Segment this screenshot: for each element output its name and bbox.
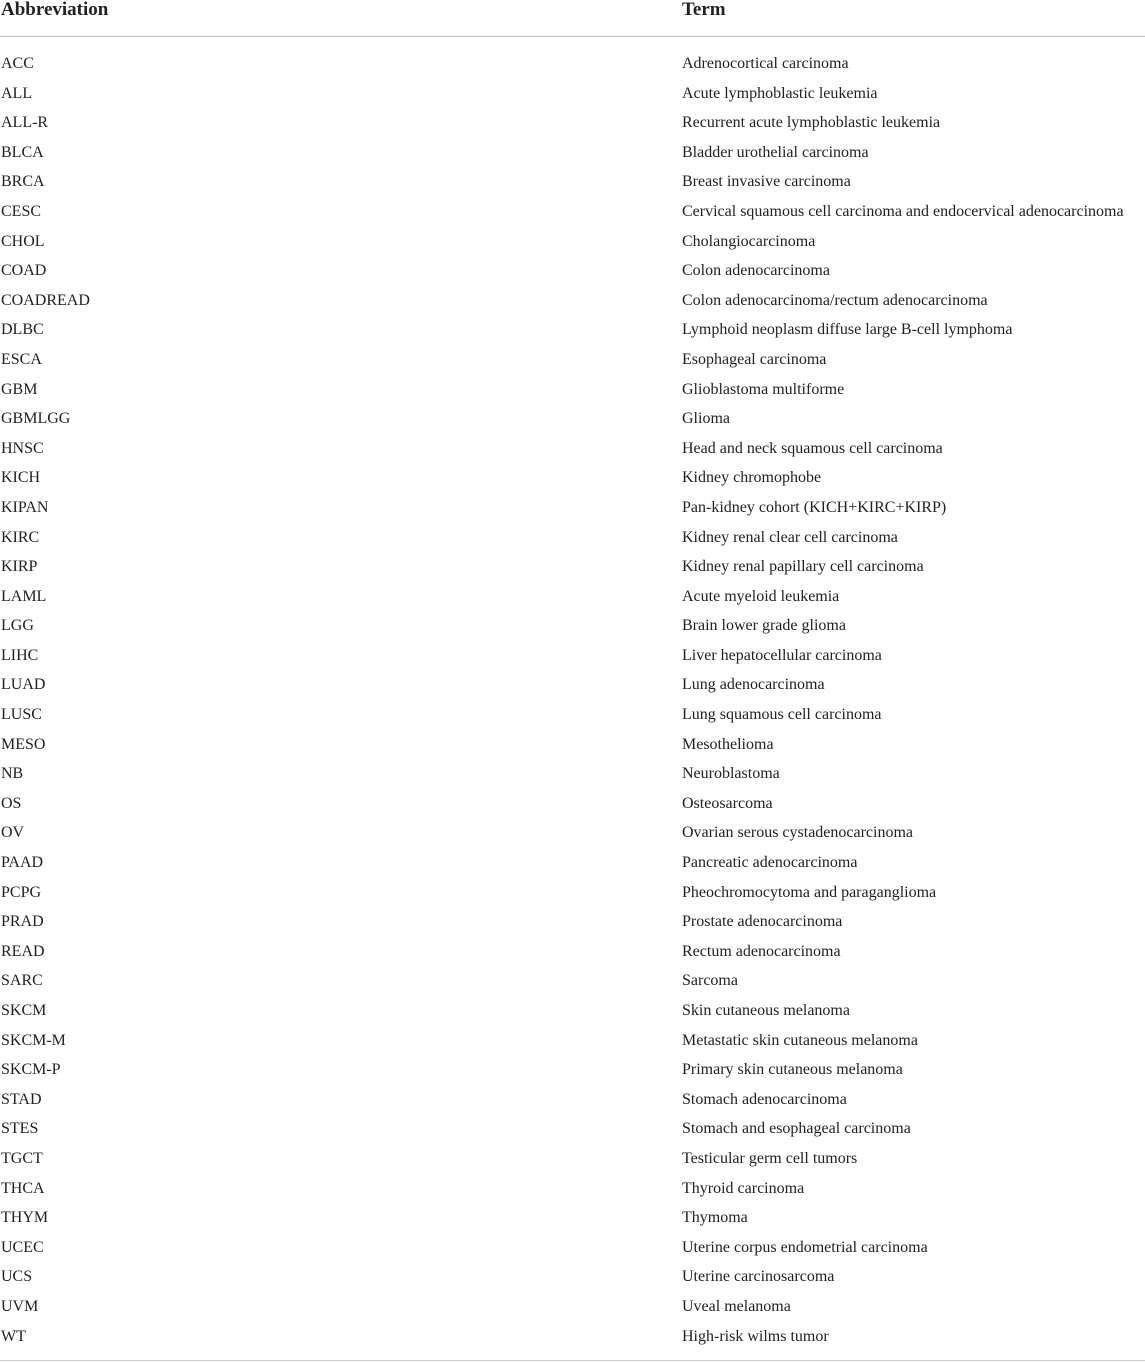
table-row [0,404,1145,434]
cell-term: Kidney renal clear cell carcinoma [682,528,898,546]
cell-abbreviation: MESO [1,735,46,753]
cell-term: Stomach adenocarcinoma [682,1090,847,1108]
cell-abbreviation: UCEC [1,1238,44,1256]
cell-term: Adrenocortical carcinoma [682,55,849,72]
table-row [0,167,1145,197]
cell-term: Pancreatic adenocarcinoma [682,854,858,872]
table-row [0,315,1145,345]
table-row [0,789,1145,819]
table-row [0,1292,1145,1322]
cell-abbreviation: STES [1,1120,39,1138]
table-row [0,286,1145,316]
cell-abbreviation: ESCA [1,350,42,368]
cell-term: Uveal melanoma [682,1297,791,1315]
cell-abbreviation: SKCM-M [1,1031,66,1049]
header-abbreviation: Abbreviation [1,0,109,20]
cell-abbreviation: PRAD [1,913,44,931]
table-row [0,138,1145,168]
cell-term: Glioblastoma multiforme [682,380,845,398]
cell-term: Esophageal carcinoma [682,350,827,368]
cell-abbreviation: SKCM-P [1,1061,61,1079]
cell-term: Lung squamous cell carcinoma [682,706,882,724]
cell-abbreviation: SARC [1,972,43,990]
table-row [0,79,1145,109]
table-row [0,1055,1145,1085]
table-row [0,227,1145,257]
table-row [0,582,1145,612]
cell-term: Recurrent acute lymphoblastic leukemia [682,114,941,132]
table-row [0,1026,1145,1056]
table-row [0,375,1145,405]
cell-term: Neuroblastoma [682,765,780,783]
bottom-rule [0,1360,1145,1361]
cell-term: Uterine corpus endometrial carcinoma [682,1238,928,1256]
table-row [0,552,1145,582]
table-row [0,345,1145,375]
table-row [0,818,1145,848]
cell-abbreviation: KIPAN [1,498,49,516]
table-row [0,434,1145,464]
cell-term: Acute myeloid leukemia [682,587,840,605]
cell-abbreviation: KIRC [1,528,40,546]
table-row [0,1322,1145,1352]
cell-abbreviation: LUAD [1,676,46,694]
cell-abbreviation: WT [1,1327,26,1345]
cell-abbreviation: KICH [1,469,41,487]
cell-term: Cervical squamous cell carcinoma and endocervical adenocarcinoma [682,202,1124,220]
cell-abbreviation: BLCA [1,143,44,161]
cell-term: Head and neck squamous cell carcinoma [682,439,943,457]
header-term: Term [682,0,726,20]
cell-term: Pan-kidney cohort (KICH+KIRC+KIRP) [682,498,947,516]
cell-abbreviation: OS [1,794,22,812]
cell-term: Stomach and esophageal carcinoma [682,1120,911,1138]
cell-abbreviation: LGG [1,617,34,635]
cell-abbreviation: COADREAD [1,291,90,309]
cell-term: Kidney chromophobe [682,469,822,487]
cell-term: Prostate adenocarcinoma [682,913,843,931]
cell-term: Pheochromocytoma and paraganglioma [682,883,937,901]
table-row [0,493,1145,523]
cell-term: Acute lymphoblastic leukemia [682,84,878,102]
cell-abbreviation: STAD [1,1090,42,1108]
table-row [0,1144,1145,1174]
cell-term: Lung adenocarcinoma [682,676,825,694]
cell-abbreviation: CESC [1,202,42,220]
cell-abbreviation: LIHC [1,646,39,664]
cell-abbreviation: UVM [1,1297,39,1315]
cell-abbreviation: ACC [1,55,34,72]
cell-abbreviation: PCPG [1,883,42,901]
cell-abbreviation: KIRP [1,558,38,576]
table-row [0,907,1145,937]
table-row [0,1262,1145,1292]
cell-abbreviation: CHOL [1,232,45,250]
cell-abbreviation: ALL-R [1,114,49,132]
cell-term: High-risk wilms tumor [682,1327,829,1345]
cell-term: Sarcoma [682,972,738,990]
table-row [0,463,1145,493]
cell-abbreviation: SKCM [1,1002,47,1019]
cell-abbreviation: NB [1,765,24,783]
cell-term: Skin cutaneous melanoma [682,1002,850,1019]
cell-term: Liver hepatocellular carcinoma [682,646,882,664]
table-row [0,1085,1145,1115]
cell-abbreviation: READ [1,942,45,960]
table-row [0,1233,1145,1263]
table-row [0,256,1145,286]
cell-term: Primary skin cutaneous melanoma [682,1061,903,1079]
table-row [0,197,1145,227]
cell-abbreviation: HNSC [1,439,44,457]
cell-abbreviation: TGCT [1,1149,43,1167]
cell-term: Colon adenocarcinoma/rectum adenocarcinoma [682,291,988,309]
table-row [0,700,1145,730]
table-row [0,641,1145,671]
table-row [0,1114,1145,1144]
cell-term: Breast invasive carcinoma [682,173,851,191]
table-row [0,611,1145,641]
cell-term: Rectum adenocarcinoma [682,942,841,960]
cell-term: Kidney renal papillary cell carcinoma [682,558,924,576]
cell-term: Mesothelioma [682,735,774,753]
cell-abbreviation: UCS [1,1268,33,1286]
table-row [0,523,1145,553]
cell-term: Glioma [682,410,730,428]
cell-term: Testicular germ cell tumors [682,1149,858,1167]
table-row [0,966,1145,996]
table-row [0,49,1145,79]
cell-term: Osteosarcoma [682,794,773,812]
cell-term: Lymphoid neoplasm diffuse large B-cell lymphoma [682,321,1013,339]
cell-abbreviation: DLBC [1,321,44,339]
table-row [0,848,1145,878]
cell-term: Cholangiocarcinoma [682,232,816,250]
table-row [0,1174,1145,1204]
cell-abbreviation: GBMLGG [1,410,71,428]
cell-abbreviation: THYM [1,1209,49,1227]
cell-abbreviation: BRCA [1,173,45,191]
cell-term: Bladder urothelial carcinoma [682,143,869,161]
table-row [0,1203,1145,1233]
cell-term: Metastatic skin cutaneous melanoma [682,1031,918,1049]
table-body [0,49,1145,1351]
table-row [0,730,1145,760]
cell-term: Uterine carcinosarcoma [682,1268,835,1286]
table-header-row [0,0,1145,37]
cell-term: Colon adenocarcinoma [682,262,830,280]
cell-term: Brain lower grade glioma [682,617,846,635]
cell-abbreviation: OV [1,824,25,842]
cell-term: Thymoma [682,1209,748,1227]
table-row [0,108,1145,138]
table-row [0,670,1145,700]
cell-abbreviation: PAAD [1,854,44,872]
table-row [0,759,1145,789]
cell-abbreviation: THCA [1,1179,45,1197]
cell-term: Thyroid carcinoma [682,1179,805,1197]
table-row [0,996,1145,1026]
cell-abbreviation: ALL [1,84,33,102]
table-row [0,878,1145,908]
cell-abbreviation: COAD [1,262,47,280]
table-row [0,937,1145,967]
cell-abbreviation: LAML [1,587,47,605]
cell-abbreviation: GBM [1,380,38,398]
cell-term: Ovarian serous cystadenocarcinoma [682,824,914,842]
cell-abbreviation: LUSC [1,706,42,724]
